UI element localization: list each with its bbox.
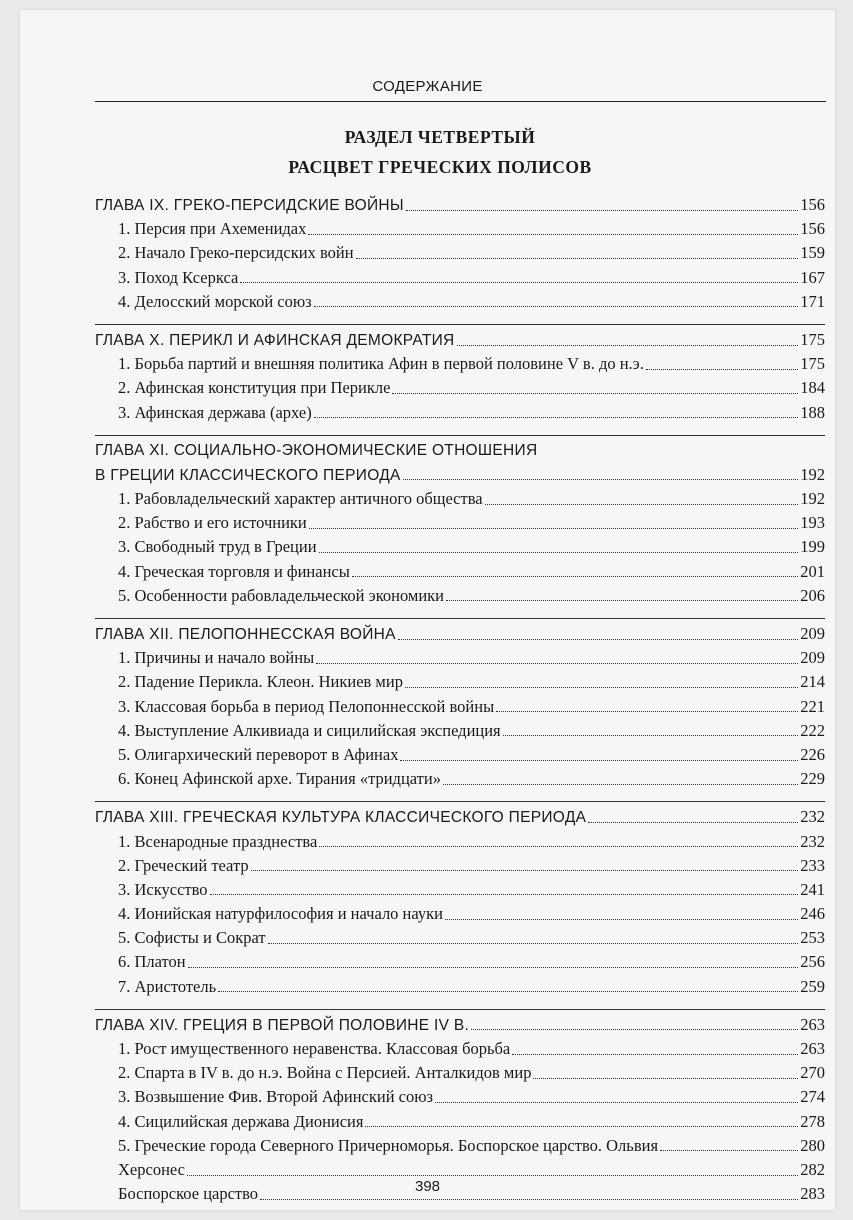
page-number: 209 xyxy=(800,624,825,643)
leader-dots xyxy=(308,234,798,235)
page-number: 192 xyxy=(800,464,825,484)
page-folio: 398 xyxy=(414,1178,441,1195)
entry-title: 2. Спарта в IV в. до н.э. Война с Персией. Анталкидов мир xyxy=(118,1063,532,1083)
leader-dots xyxy=(496,711,798,712)
entry-title: 3. Возвышение Фив. Второй Афинский союз xyxy=(118,1087,434,1107)
leader-dots xyxy=(240,282,798,283)
page-number: 188 xyxy=(800,402,825,422)
chapter-heading xyxy=(95,193,825,217)
leader-dots xyxy=(188,967,799,968)
leader-dots xyxy=(187,1175,798,1176)
page-number: 222 xyxy=(800,720,825,740)
entry-title: 6. Конец Афинской архе. Тирания «тридцати» xyxy=(118,769,441,789)
page-number: 232 xyxy=(800,831,825,851)
chapter-10 xyxy=(95,324,825,425)
leader-dots xyxy=(352,576,798,577)
chapter-heading-line1 xyxy=(95,439,825,463)
chapter-title: ГЛАВА IX. ГРЕКО-ПЕРСИДСКИЕ ВОЙНЫ xyxy=(95,197,404,214)
page-number: 156 xyxy=(800,195,825,214)
toc-entry xyxy=(95,560,825,584)
leader-dots xyxy=(268,943,799,944)
leader-dots xyxy=(319,552,799,553)
section-title-line1: РАЗДЕЛ ЧЕТВЕРТЫЙ xyxy=(344,127,536,147)
leader-dots xyxy=(398,639,798,640)
leader-dots xyxy=(457,345,799,346)
toc-entry xyxy=(95,950,825,974)
leader-dots xyxy=(512,1054,798,1055)
entry-title: 3. Искусство xyxy=(118,879,208,899)
page-number: 206 xyxy=(800,585,825,605)
leader-dots xyxy=(356,258,799,259)
leader-dots xyxy=(403,479,799,480)
running-head: СОДЕРЖАНИЕ xyxy=(372,78,483,95)
page-number: 229 xyxy=(800,769,825,789)
leader-dots xyxy=(406,210,798,211)
chapter-heading xyxy=(95,1013,825,1037)
leader-dots xyxy=(314,306,799,307)
entry-title: 4. Сицилийская держава Дионисия xyxy=(118,1111,364,1131)
page-number: 241 xyxy=(800,879,825,899)
toc-entry xyxy=(95,695,825,719)
toc-entry xyxy=(95,352,825,376)
leader-dots xyxy=(314,417,799,418)
toc-entry xyxy=(95,487,825,511)
toc-entry xyxy=(95,217,825,241)
leader-dots xyxy=(251,870,799,871)
page-number: 256 xyxy=(800,952,825,972)
leader-dots xyxy=(588,822,798,823)
page-number: 159 xyxy=(800,243,825,263)
page-number: 214 xyxy=(800,672,825,692)
toc-entry xyxy=(95,584,825,608)
entry-title: 4. Делосский морской союз xyxy=(118,291,312,311)
leader-dots xyxy=(446,600,798,601)
entry-title: Херсонес xyxy=(118,1159,185,1179)
table-of-contents xyxy=(95,193,825,1206)
section-title-line2: РАСЦВЕТ ГРЕЧЕСКИХ ПОЛИСОВ xyxy=(288,157,592,177)
entry-title: 1. Всенародные празднества xyxy=(118,831,318,851)
entry-title: 3. Свободный труд в Греции xyxy=(118,537,317,557)
page-number: 259 xyxy=(800,976,825,996)
page-number: 175 xyxy=(800,329,825,349)
toc-entry xyxy=(95,719,825,743)
toc-entry xyxy=(95,926,825,950)
toc-entry xyxy=(95,241,825,265)
entry-title: 5. Софисты и Сократ xyxy=(118,928,266,948)
page-number: 184 xyxy=(800,378,825,398)
page-number: 278 xyxy=(800,1111,825,1131)
toc-entry xyxy=(95,511,825,535)
page-number: 171 xyxy=(800,291,825,311)
entry-title: 2. Начало Греко-персидских войн xyxy=(118,243,354,263)
page-number: 201 xyxy=(800,561,825,581)
page-number: 233 xyxy=(800,855,825,875)
leader-dots xyxy=(660,1150,798,1151)
entry-title: 2. Падение Перикла. Клеон. Никиев мир xyxy=(118,672,403,692)
page-number: 156 xyxy=(800,219,825,239)
book-page xyxy=(20,10,835,1210)
chapter-heading xyxy=(95,463,825,487)
chapter-heading xyxy=(95,805,825,829)
leader-dots xyxy=(445,919,798,920)
page-number: 199 xyxy=(800,537,825,557)
entry-title: 7. Аристотель xyxy=(118,976,217,996)
leader-dots xyxy=(471,1029,798,1030)
entry-title: 1. Персия при Ахеменидах xyxy=(118,219,307,239)
entry-title: 5. Олигархический переворот в Афинах xyxy=(118,744,399,764)
page-number: 282 xyxy=(800,1159,825,1179)
entry-title: 4. Греческая торговля и финансы xyxy=(118,561,350,581)
entry-title: 6. Платон xyxy=(118,952,186,972)
leader-dots xyxy=(260,1199,798,1200)
leader-dots xyxy=(646,369,798,370)
leader-dots xyxy=(392,393,798,394)
entry-title: 3. Афинская держава (архе) xyxy=(118,402,312,422)
chapter-title: ГЛАВА XIII. ГРЕЧЕСКАЯ КУЛЬТУРА КЛАССИЧЕСКОГО ПЕРИОДА xyxy=(95,809,587,827)
entry-title: 4. Выступление Алкивиада и сицилийская экспедиция xyxy=(118,720,501,740)
page-number: 246 xyxy=(800,904,825,924)
toc-entry xyxy=(95,266,825,290)
toc-entry xyxy=(95,743,825,767)
page-number: 253 xyxy=(800,928,825,948)
leader-dots xyxy=(365,1126,798,1127)
leader-dots xyxy=(443,784,798,785)
chapter-title: ГЛАВА XIV. ГРЕЦИЯ В ПЕРВОЙ ПОЛОВИНЕ IV В. xyxy=(95,1016,470,1034)
entry-title: 1. Рабовладельческий характер античного общества xyxy=(118,489,483,509)
leader-dots xyxy=(316,663,798,664)
chapter-heading xyxy=(95,622,825,646)
toc-entry xyxy=(95,1061,825,1085)
toc-entry xyxy=(95,1134,825,1158)
chapter-title: ГЛАВА X. ПЕРИКЛ И АФИНСКАЯ ДЕМОКРАТИЯ xyxy=(95,331,455,349)
toc-entry xyxy=(95,290,825,314)
leader-dots xyxy=(309,528,798,529)
page-number: 175 xyxy=(800,354,825,374)
entry-title: 2. Греческий театр xyxy=(118,855,249,875)
toc-entry xyxy=(95,1110,825,1134)
toc-entry xyxy=(95,878,825,902)
toc-entry xyxy=(95,646,825,670)
leader-dots xyxy=(435,1102,798,1103)
chapter-title: ГЛАВА XII. ПЕЛОПОННЕССКАЯ ВОЙНА xyxy=(95,626,396,643)
chapter-title: ГЛАВА XI. СОЦИАЛЬНО-ЭКОНОМИЧЕСКИЕ ОТНОШЕНИЯ xyxy=(95,441,538,459)
toc-entry xyxy=(95,535,825,559)
chapter-11 xyxy=(95,435,825,608)
toc-entry xyxy=(95,376,825,400)
page-number: 283 xyxy=(800,1184,825,1204)
page-number: 193 xyxy=(800,513,825,533)
page-number: 209 xyxy=(800,648,825,668)
leader-dots xyxy=(485,504,799,505)
toc-entry xyxy=(95,767,825,791)
toc-entry xyxy=(95,1037,825,1061)
leader-dots xyxy=(218,991,798,992)
page-number: 280 xyxy=(800,1135,825,1155)
toc-entry xyxy=(95,902,825,926)
leader-dots xyxy=(400,760,798,761)
leader-dots xyxy=(319,846,798,847)
entry-title: 2. Афинская конституция при Перикле xyxy=(118,378,391,398)
page-number: 167 xyxy=(800,267,825,287)
toc-entry xyxy=(95,830,825,854)
entry-title: 5. Особенности рабовладельческой экономики xyxy=(118,585,445,605)
leader-dots xyxy=(533,1078,798,1079)
toc-entry xyxy=(95,401,825,425)
chapter-heading xyxy=(95,328,825,352)
chapter-9 xyxy=(95,193,825,314)
entry-title: 2. Рабство и его источники xyxy=(118,513,307,533)
header-rule xyxy=(95,101,826,102)
page-number: 232 xyxy=(800,807,825,827)
entry-title: 5. Греческие города Северного Причерноморья. Боспорское царство. Ольвия xyxy=(118,1135,659,1155)
leader-dots xyxy=(503,735,799,736)
chapter-title: В ГРЕЦИИ КЛАССИЧЕСКОГО ПЕРИОДА xyxy=(95,466,401,484)
page-number: 263 xyxy=(800,1014,825,1034)
toc-entry xyxy=(95,670,825,694)
toc-entry xyxy=(95,1085,825,1109)
entry-title: Боспорское царство xyxy=(118,1184,259,1204)
page-number: 226 xyxy=(800,744,825,764)
entry-title: 1. Причины и начало войны xyxy=(118,648,315,668)
leader-dots xyxy=(210,894,799,895)
entry-title: 1. Борьба партий и внешняя политика Афин в первой половине V в. до н.э. xyxy=(118,354,644,374)
toc-entry xyxy=(95,854,825,878)
chapter-13 xyxy=(95,801,825,999)
chapter-12 xyxy=(95,618,825,791)
leader-dots xyxy=(405,687,798,688)
page-number: 263 xyxy=(800,1039,825,1058)
page-number: 192 xyxy=(800,489,825,509)
entry-title: 3. Поход Ксеркса xyxy=(118,267,239,287)
entry-title: 4. Ионийская натурфилософия и начало науки xyxy=(118,904,443,924)
page-number: 221 xyxy=(800,696,825,716)
chapter-14 xyxy=(95,1009,825,1207)
toc-entry xyxy=(95,975,825,999)
entry-title: 1. Рост имущественного неравенства. Классовая борьба xyxy=(118,1039,511,1058)
entry-title: 3. Классовая борьба в период Пелопоннесской войны xyxy=(118,696,495,716)
page-number: 274 xyxy=(800,1087,825,1107)
page-number: 270 xyxy=(800,1063,825,1083)
